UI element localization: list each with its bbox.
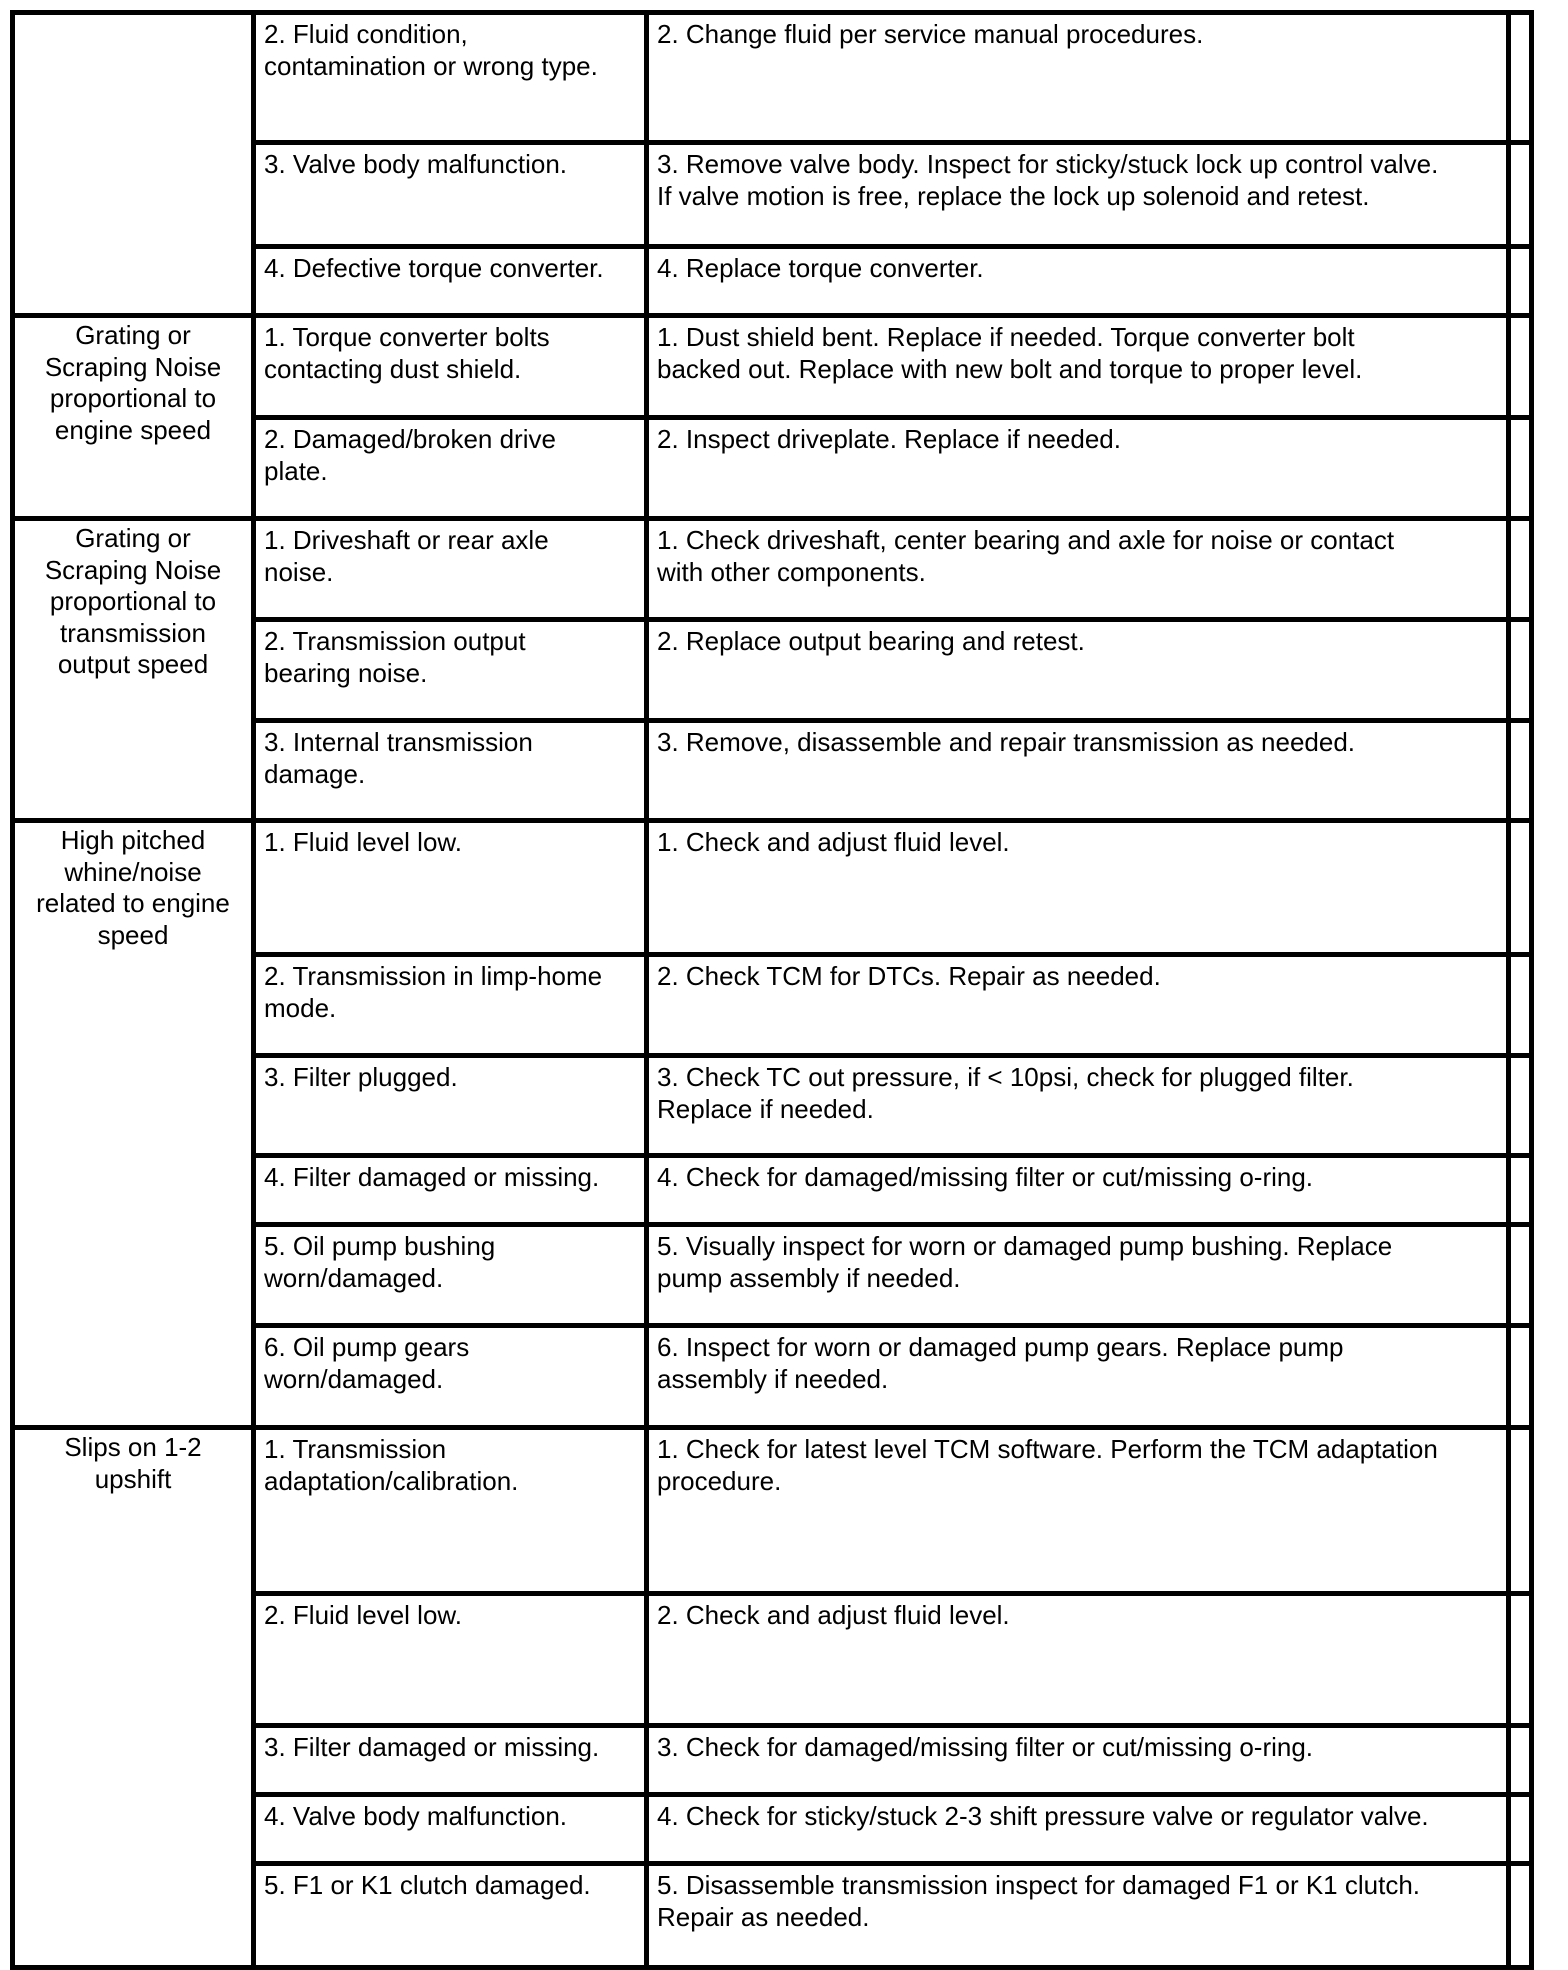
cause-cell <box>254 955 647 1056</box>
correction-cell <box>647 1056 1509 1156</box>
correction-text-line: 2. Inspect driveplate. Replace if needed. <box>657 424 1121 454</box>
correction-cell <box>647 821 1509 955</box>
correction-cell <box>647 1594 1509 1726</box>
correction-cell <box>647 1726 1509 1795</box>
condition-cell <box>13 1428 254 1968</box>
cause-cell <box>254 821 647 955</box>
cause-cell <box>254 1594 647 1726</box>
correction-cell <box>647 13 1509 143</box>
correction-text-line: 3. Check for damaged/missing filter or cut/missing o-ring. <box>657 1732 1314 1762</box>
cause-text-line: adaptation/calibration. <box>264 1465 519 1496</box>
correction-cell <box>647 1428 1509 1594</box>
correction-text-line: backed out. Replace with new bolt and torque to proper level. <box>657 353 1363 384</box>
cause-text-line: 3. Filter damaged or missing. <box>264 1732 600 1762</box>
cause-text-line: 2. Damaged/broken drive <box>264 424 556 454</box>
cause-cell <box>254 13 647 143</box>
cause-text-line: 3. Filter plugged. <box>264 1062 458 1092</box>
spare-column-cell <box>1509 1225 1532 1326</box>
cause-cell <box>254 1156 647 1225</box>
correction-cell <box>647 620 1509 721</box>
cause-text-line: 2. Fluid level low. <box>264 1600 462 1630</box>
spare-column-cell <box>1509 1326 1532 1428</box>
condition-text-line: output speed <box>57 649 209 679</box>
cause-cell <box>254 1428 647 1594</box>
correction-text-line: 3. Remove valve body. Inspect for sticky/stuck lock up control valve. <box>657 149 1439 179</box>
cause-cell <box>254 1864 647 1968</box>
correction-cell <box>647 1326 1509 1428</box>
cause-cell <box>254 247 647 316</box>
condition-text-line: Slips on 1-2 <box>64 1432 202 1462</box>
spare-column-cell <box>1509 955 1532 1056</box>
cause-cell <box>254 721 647 821</box>
condition-text-line: Grating or <box>75 523 191 553</box>
cause-cell <box>254 418 647 519</box>
condition-text-line: Scraping Noise <box>44 351 222 382</box>
correction-text-line: with other components. <box>657 556 926 587</box>
spare-column-cell <box>1509 1156 1532 1225</box>
cause-text-line: 1. Fluid level low. <box>264 827 462 857</box>
cause-text-line: 5. Oil pump bushing <box>264 1231 496 1261</box>
condition-text-line: Scraping Noise <box>44 554 222 585</box>
cause-text-line: 1. Driveshaft or rear axle <box>264 525 549 555</box>
spare-column-cell <box>1509 620 1532 721</box>
correction-cell <box>647 519 1509 620</box>
correction-text-line: 5. Visually inspect for worn or damaged pump bushing. Replace <box>657 1231 1393 1261</box>
cause-text-line: 3. Internal transmission <box>264 727 533 757</box>
condition-text-line: transmission <box>60 617 206 648</box>
condition-cell <box>13 519 254 821</box>
cause-text-line: 2. Transmission in limp-home <box>264 961 603 991</box>
condition-cell <box>13 821 254 1428</box>
correction-text-line: 2. Change fluid per service manual procedures. <box>657 19 1204 49</box>
cause-cell <box>254 1726 647 1795</box>
condition-text-line: Grating or <box>75 320 191 350</box>
correction-text-line: pump assembly if needed. <box>657 1262 961 1293</box>
correction-cell <box>647 1225 1509 1326</box>
table-row <box>13 1428 1532 1594</box>
cause-text-line: 4. Defective torque converter. <box>264 253 604 283</box>
spare-column-cell <box>1509 519 1532 620</box>
cause-cell <box>254 1326 647 1428</box>
cause-text-line: 5. F1 or K1 clutch damaged. <box>264 1870 591 1900</box>
cause-text-line: contamination or wrong type. <box>264 50 598 81</box>
cause-text-line: noise. <box>264 556 334 587</box>
spare-column-cell <box>1509 316 1532 418</box>
correction-text-line: 3. Remove, disassemble and repair transmission as needed. <box>657 727 1356 757</box>
cause-text-line: 4. Filter damaged or missing. <box>264 1162 600 1192</box>
condition-cell <box>13 13 254 316</box>
correction-cell <box>647 955 1509 1056</box>
correction-text-line: 2. Check and adjust fluid level. <box>657 1600 1010 1630</box>
correction-cell <box>647 721 1509 821</box>
cause-text-line: plate. <box>264 455 328 486</box>
correction-cell <box>647 247 1509 316</box>
condition-text-line: proportional to <box>49 586 217 616</box>
condition-text-line: proportional to <box>49 383 217 413</box>
correction-text-line: 2. Replace output bearing and retest. <box>657 626 1085 656</box>
spare-column-cell <box>1509 1864 1532 1968</box>
correction-text-line: 1. Check for latest level TCM software. Perform the TCM adaptation <box>657 1434 1438 1464</box>
correction-text-line: 1. Check and adjust fluid level. <box>657 827 1010 857</box>
table-row <box>13 13 1532 143</box>
spare-column-cell <box>1509 418 1532 519</box>
table-row <box>13 519 1532 620</box>
spare-column-cell <box>1509 721 1532 821</box>
correction-text-line: 1. Check driveshaft, center bearing and axle for noise or contact <box>657 525 1395 555</box>
cause-cell <box>254 143 647 247</box>
condition-cell <box>13 316 254 519</box>
cause-cell <box>254 519 647 620</box>
correction-text-line: procedure. <box>657 1465 782 1496</box>
cause-cell <box>254 1056 647 1156</box>
correction-text-line: 2. Check TCM for DTCs. Repair as needed. <box>657 961 1161 991</box>
correction-text-line: 3. Check TC out pressure, if < 10psi, check for plugged filter. <box>657 1062 1354 1092</box>
spare-column-cell <box>1509 1726 1532 1795</box>
table-row <box>13 821 1532 955</box>
cause-cell <box>254 1225 647 1326</box>
correction-text-line: assembly if needed. <box>657 1363 889 1394</box>
correction-cell <box>647 1156 1509 1225</box>
condition-text-line: whine/noise <box>64 856 202 887</box>
spare-column-cell <box>1509 1594 1532 1726</box>
correction-text-line: 4. Replace torque converter. <box>657 253 984 283</box>
correction-cell <box>647 418 1509 519</box>
correction-text-line: Replace if needed. <box>657 1093 874 1124</box>
cause-text-line: 3. Valve body malfunction. <box>264 149 568 179</box>
cause-text-line: contacting dust shield. <box>264 353 522 384</box>
correction-text-line: 4. Check for damaged/missing filter or cut/missing o-ring. <box>657 1162 1314 1192</box>
cause-text-line: 1. Torque converter bolts <box>264 322 550 352</box>
correction-cell <box>647 1864 1509 1968</box>
spare-column-cell <box>1509 247 1532 316</box>
condition-text-line: speed <box>97 919 169 950</box>
cause-text-line: mode. <box>264 992 337 1023</box>
table-row <box>13 316 1532 418</box>
cause-cell <box>254 316 647 418</box>
cause-text-line: 6. Oil pump gears <box>264 1332 470 1362</box>
condition-text-line: upshift <box>94 1463 172 1494</box>
correction-text-line: If valve motion is free, replace the lock up solenoid and retest. <box>657 180 1370 211</box>
correction-text-line: 4. Check for sticky/stuck 2-3 shift pressure valve or regulator valve. <box>657 1801 1429 1831</box>
spare-column-cell <box>1509 1056 1532 1156</box>
cause-text-line: 1. Transmission <box>264 1434 447 1464</box>
spare-column-cell <box>1509 13 1532 143</box>
spare-column-cell <box>1509 1795 1532 1864</box>
correction-cell <box>647 143 1509 247</box>
correction-text-line: 1. Dust shield bent. Replace if needed. Torque converter bolt <box>657 322 1355 352</box>
cause-text-line: bearing noise. <box>264 657 428 688</box>
cause-text-line: 2. Fluid condition, <box>264 19 468 49</box>
cause-text-line: 2. Transmission output <box>264 626 526 656</box>
correction-text-line: 5. Disassemble transmission inspect for damaged F1 or K1 clutch. <box>657 1870 1421 1900</box>
cause-text-line: worn/damaged. <box>264 1363 444 1394</box>
spare-column-cell <box>1509 1428 1532 1594</box>
cause-text-line: worn/damaged. <box>264 1262 444 1293</box>
condition-text-line: High pitched <box>60 825 206 855</box>
diagnosis-table <box>10 10 1534 1970</box>
spare-column-cell <box>1509 143 1532 247</box>
cause-text-line: damage. <box>264 758 366 789</box>
correction-text-line: 6. Inspect for worn or damaged pump gears. Replace pump <box>657 1332 1344 1362</box>
cause-cell <box>254 620 647 721</box>
correction-text-line: Repair as needed. <box>657 1901 870 1932</box>
cause-text-line: 4. Valve body malfunction. <box>264 1801 568 1831</box>
condition-text-line: engine speed <box>54 414 212 445</box>
correction-cell <box>647 316 1509 418</box>
correction-cell <box>647 1795 1509 1864</box>
condition-text-line: related to engine <box>36 888 230 918</box>
diagnosis-table-body <box>13 13 1532 1968</box>
cause-cell <box>254 1795 647 1864</box>
spare-column-cell <box>1509 821 1532 955</box>
